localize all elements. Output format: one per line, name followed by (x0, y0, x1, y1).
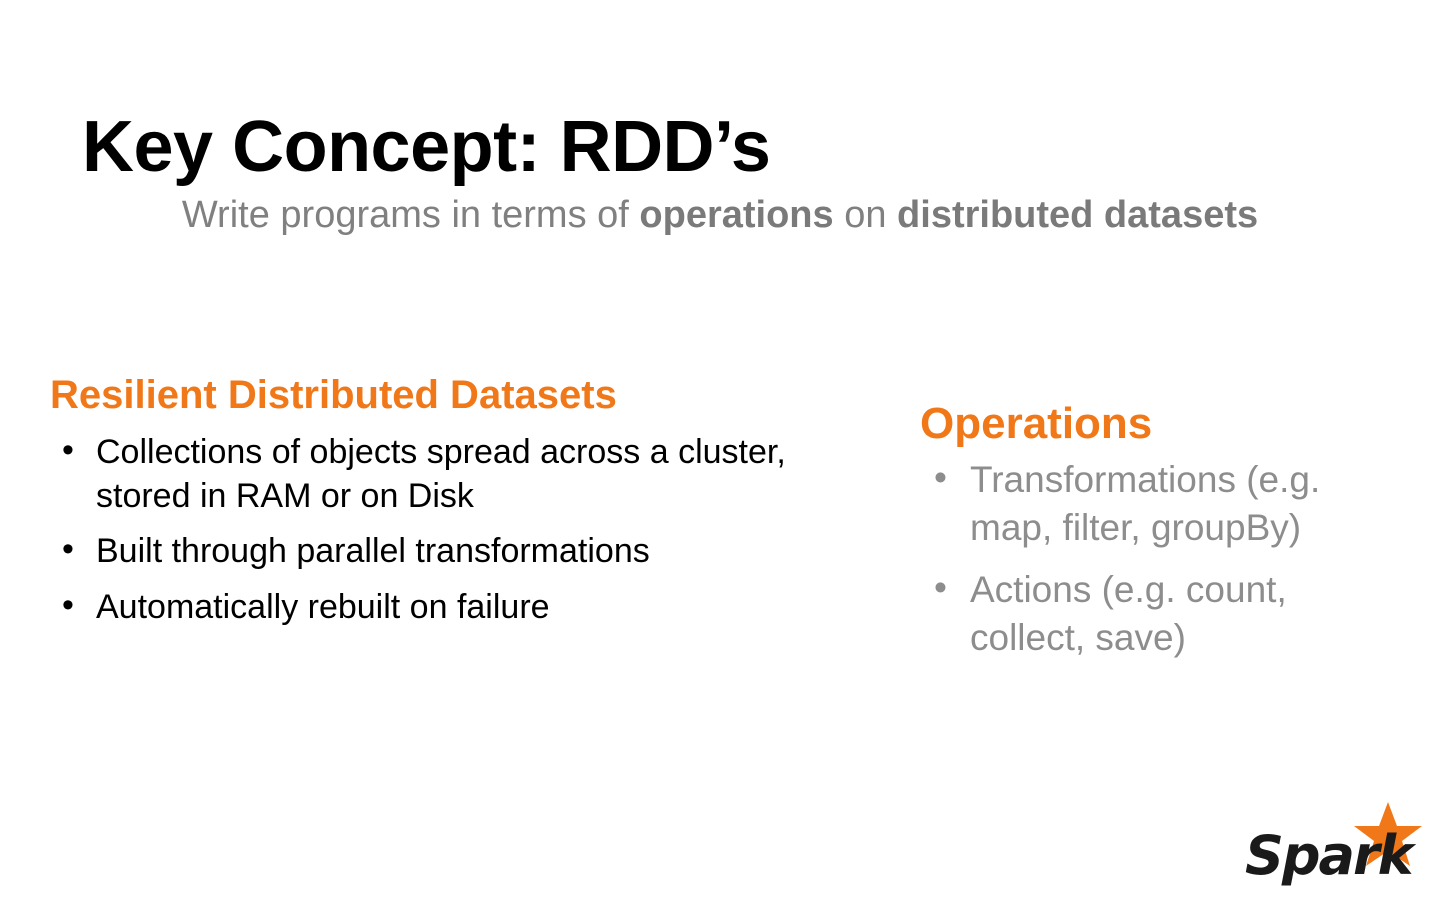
right-column-heading: Operations (920, 399, 1153, 448)
subtitle-part-1: Write programs in terms of (181, 194, 640, 236)
list-item: • Transformations (e.g. map, filter, groupBy) (920, 456, 1390, 552)
list-item: • Automatically rebuilt on failure (50, 586, 830, 630)
right-column (920, 398, 1390, 676)
spark-logo (1245, 800, 1425, 890)
slide-subtitle (150, 190, 1290, 241)
subtitle-bold-operations: operations (639, 194, 834, 236)
left-column-bullet-list (50, 431, 830, 629)
list-item: • Actions (e.g. count, collect, save) (920, 566, 1390, 662)
left-column (50, 372, 830, 641)
subtitle-bold-distributed-datasets: distributed datasets (897, 194, 1259, 236)
spark-logo-text: Spark (1245, 824, 1412, 887)
left-column-heading: Resilient Distributed Datasets (50, 373, 617, 417)
page-title: Key Concept: RDD’s (82, 107, 771, 188)
list-item: • Built through parallel transformations (50, 530, 830, 574)
list-item: • Collections of objects spread across a cluster, stored in RAM or on Disk (50, 431, 830, 518)
right-column-bullet-list (920, 456, 1390, 662)
subtitle-part-2: on (833, 194, 898, 236)
